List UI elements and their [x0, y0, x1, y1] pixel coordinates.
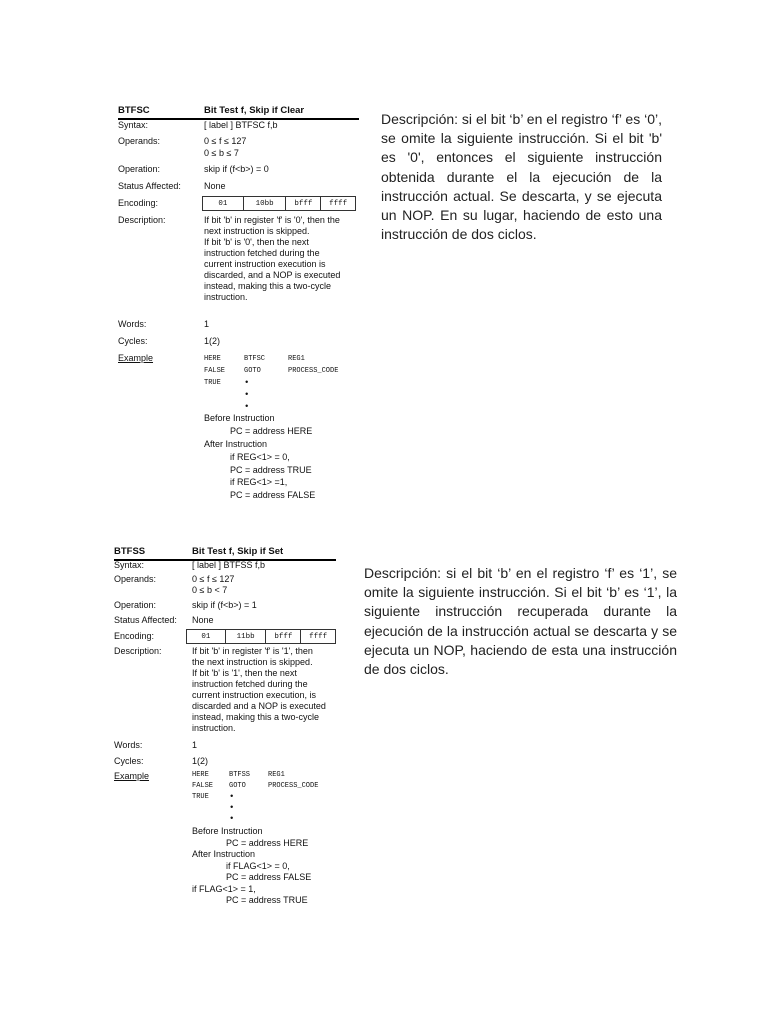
code-op: • [244, 378, 250, 388]
btfss-mnemonic: BTFSS [114, 546, 146, 557]
code-op: GOTO [229, 782, 246, 790]
operands-label: Operands: [118, 136, 161, 146]
btfss-encoding-table [186, 629, 336, 644]
description-line: instruction. [204, 292, 248, 302]
before-instruction-line: PC = address HERE [226, 838, 309, 848]
syntax-value: [ label ] BTFSC f,b [204, 120, 278, 130]
operands-line-2: 0 ≤ b < 7 [192, 585, 228, 595]
btfsc-encoding-table [202, 196, 356, 211]
description-text [192, 646, 326, 734]
description-line: the next instruction is skipped. [192, 657, 313, 667]
after-instruction-line: PC = address TRUE [230, 465, 312, 475]
description-label: Description: [118, 215, 166, 225]
encoding-cell: 10bb [243, 197, 286, 210]
description-line: current instruction execution is [204, 259, 326, 269]
encoding-cell: bfff [285, 197, 320, 210]
words-value: 1 [204, 319, 210, 329]
code-op: • [229, 814, 235, 824]
btfss-instruction-block [114, 541, 344, 911]
description-line: If bit 'b' is '0', then the next [204, 237, 309, 247]
after-instruction-line: if FLAG<1> = 1, [192, 884, 256, 894]
btfss-spanish-description: Descripción: si el bit ‘b’ en el registro ‘f’ es ‘1’, se omite la siguiente instrucción. Si el bit ‘b’ es ‘1’, la siguiente instrucción recuperada durante la ejecución de la instrucción actual se descarta y se ejecuta un NOP, haciendo de esta una instrucción de dos ciclos. [364, 565, 677, 678]
encoding-cell: ffff [320, 197, 355, 210]
code-arg: REG1 [268, 771, 285, 779]
operation-value: skip if (f<b>) = 0 [204, 164, 269, 174]
encoding-label: Encoding: [118, 198, 159, 208]
after-instruction-label: After Instruction [204, 439, 268, 449]
cycles-value: 1(2) [192, 756, 209, 766]
code-op: • [244, 390, 250, 400]
encoding-cell: 01 [201, 632, 211, 641]
cycles-value: 1(2) [204, 336, 221, 346]
code-arg: REG1 [288, 355, 305, 363]
operation-value: skip if (f<b>) = 1 [192, 600, 257, 610]
before-instruction-label: Before Instruction [204, 413, 275, 423]
code-label: TRUE [204, 379, 221, 387]
code-arg: PROCESS_CODE [268, 782, 319, 790]
after-instruction-label: After Instruction [192, 849, 256, 859]
code-op: BTFSS [229, 771, 251, 779]
code-label: FALSE [192, 782, 214, 790]
description-line: If bit 'b' is '1', then the next [192, 668, 297, 678]
after-instruction-line: PC = address FALSE [226, 872, 312, 882]
example-code-col-1 [204, 353, 225, 389]
btfss-title: Bit Test f, Skip if Set [192, 546, 284, 557]
code-op: • [244, 402, 250, 412]
btfsc-title: Bit Test f, Skip if Clear [204, 105, 305, 116]
description-line: discarded and a NOP is executed [192, 701, 326, 711]
syntax-value: [ label ] BTFSS f,b [192, 560, 266, 570]
code-label: HERE [192, 771, 209, 779]
after-instruction-line: if REG<1> = 0, [230, 452, 290, 462]
btfsc-instruction-block [118, 96, 363, 506]
example-code-col-1 [192, 770, 213, 803]
code-op: • [229, 803, 235, 813]
example-code-col-3 [268, 770, 318, 792]
code-op: BTFSC [244, 355, 266, 363]
syntax-label: Syntax: [118, 120, 149, 130]
encoding-cell: bfff [265, 630, 300, 643]
description-line: current instruction execution, is [192, 690, 317, 700]
description-line: instruction fetched during the [192, 679, 308, 689]
description-label: Description: [114, 646, 162, 656]
status-value: None [204, 181, 226, 191]
cycles-label: Cycles: [114, 756, 144, 766]
cycles-label: Cycles: [118, 336, 148, 346]
example-label: Example [118, 353, 154, 363]
description-line: next instruction is skipped. [204, 226, 310, 236]
encoding-label: Encoding: [114, 631, 155, 641]
operands-line-1: 0 ≤ f ≤ 127 [192, 574, 235, 584]
btfss-header [114, 541, 336, 561]
code-label: FALSE [204, 367, 226, 375]
description-line: instruction. [192, 723, 236, 733]
code-arg: PROCESS_CODE [288, 367, 339, 375]
btfsc-mnemonic: BTFSC [118, 105, 150, 116]
example-code-col-2 [229, 770, 250, 825]
btfsc-spanish-description: Descripción: si el bit ‘b’ en el registro ‘f’ es ‘0’, se omite la siguiente instrucción. Si el bit 'b' es '0', entonces el siguiente instrucción obtenida durante el la ejecución de la instrucción actual. Se descarta, y se ejecuta un NOP. En su lugar, haciendo de esto una instrucción de dos ciclos. [381, 111, 662, 243]
after-instruction-line: PC = address FALSE [230, 490, 316, 500]
before-instruction-line: PC = address HERE [230, 426, 313, 436]
before-instruction-label: Before Instruction [192, 826, 263, 836]
code-op: • [229, 792, 235, 802]
description-line: instead, making this a two-cycle [192, 712, 320, 722]
after-instruction-line: if FLAG<1> = 0, [226, 861, 290, 871]
encoding-cell: ffff [300, 630, 335, 643]
description-line: discarded, and a NOP is executed [204, 270, 341, 280]
example-label: Example [114, 771, 150, 781]
description-line: If bit 'b' in register 'f' is '0', then the [204, 215, 340, 225]
code-label: TRUE [192, 793, 209, 801]
btfsc-header [118, 96, 359, 120]
operands-line-1: 0 ≤ f ≤ 127 [204, 136, 247, 146]
syntax-label: Syntax: [114, 560, 145, 570]
encoding-cell: 01 [218, 199, 228, 208]
status-value: None [192, 615, 214, 625]
code-label: HERE [204, 355, 221, 363]
status-label: Status Affected: [114, 615, 177, 625]
status-label: Status Affected: [118, 181, 181, 191]
after-instruction-line: PC = address TRUE [226, 895, 308, 905]
words-label: Words: [114, 740, 143, 750]
operation-label: Operation: [114, 600, 157, 610]
code-op: GOTO [244, 367, 261, 375]
words-label: Words: [118, 319, 147, 329]
encoding-cell: 11bb [225, 630, 266, 643]
description-text [204, 215, 340, 303]
operation-label: Operation: [118, 164, 161, 174]
after-instruction-line: if REG<1> =1, [230, 477, 288, 487]
description-line: instead, making this a two-cycle [204, 281, 332, 291]
example-code-col-3 [288, 353, 338, 377]
operands-label: Operands: [114, 574, 157, 584]
description-line: If bit 'b' in register 'f' is '1', then [192, 646, 313, 656]
words-value: 1 [192, 740, 198, 750]
description-line: instruction fetched during the [204, 248, 320, 258]
example-code-col-2 [244, 353, 265, 413]
operands-line-2: 0 ≤ b ≤ 7 [204, 148, 239, 158]
